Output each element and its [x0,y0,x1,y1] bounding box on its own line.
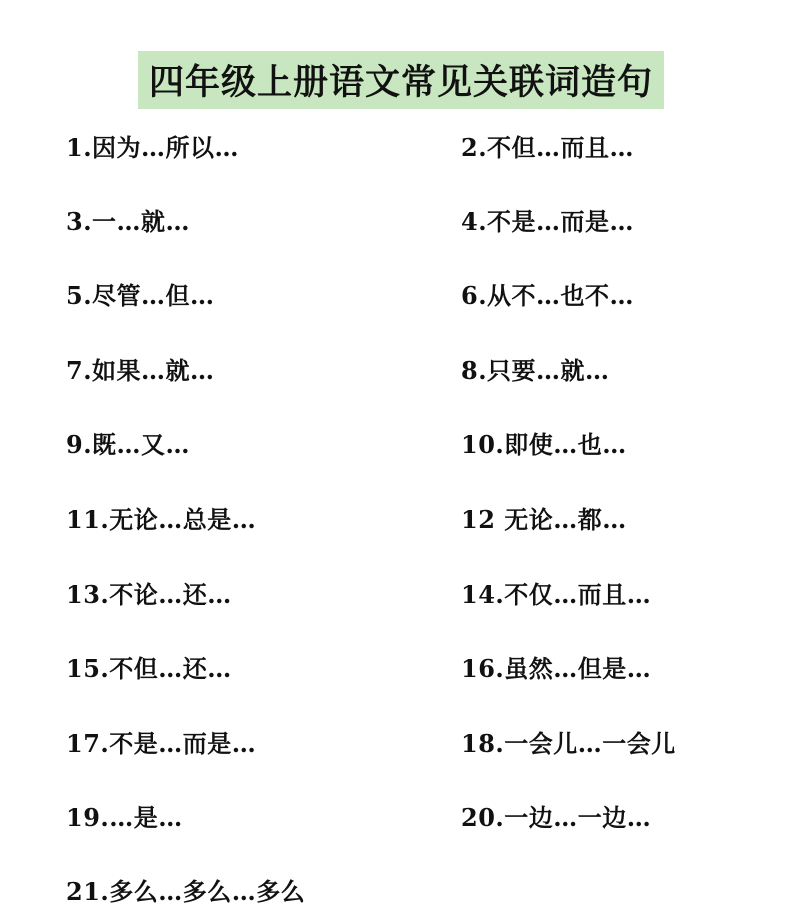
list-item: 1.因为…所以… [66,133,240,162]
list-item: 6.从不…也不… [461,281,635,310]
list-item: 15.不但…还… [66,654,232,683]
list-item: 5.尽管…但… [66,281,215,310]
page-title: 四年级上册语文常见关联词造句 [148,63,653,103]
list-item: 12 无论…都… [461,505,627,534]
list-item: 11.无论…总是… [66,505,257,534]
list-item: 7.如果…就… [66,356,215,385]
list-item: 16.虽然…但是… [461,654,652,683]
list-item: 10.即使…也… [461,430,627,459]
list-item: 21.多么…多么…多么 [66,877,306,906]
list-item: 18.一会儿…一会儿 [461,729,676,758]
list-item: 9.既…又… [66,430,191,459]
list-item: 17.不是…而是… [66,729,257,758]
list-item: 3.一…就… [66,207,191,236]
list-item: 4.不是…而是… [461,207,635,236]
list-item: 8.只要…就… [461,356,610,385]
list-item: 2.不但…而且… [461,133,635,162]
list-item: 19.…是… [66,803,183,832]
list-item: 14.不仅…而且… [461,580,652,609]
list-item: 20.一边…一边… [461,803,652,832]
list-item: 13.不论…还… [66,580,232,609]
